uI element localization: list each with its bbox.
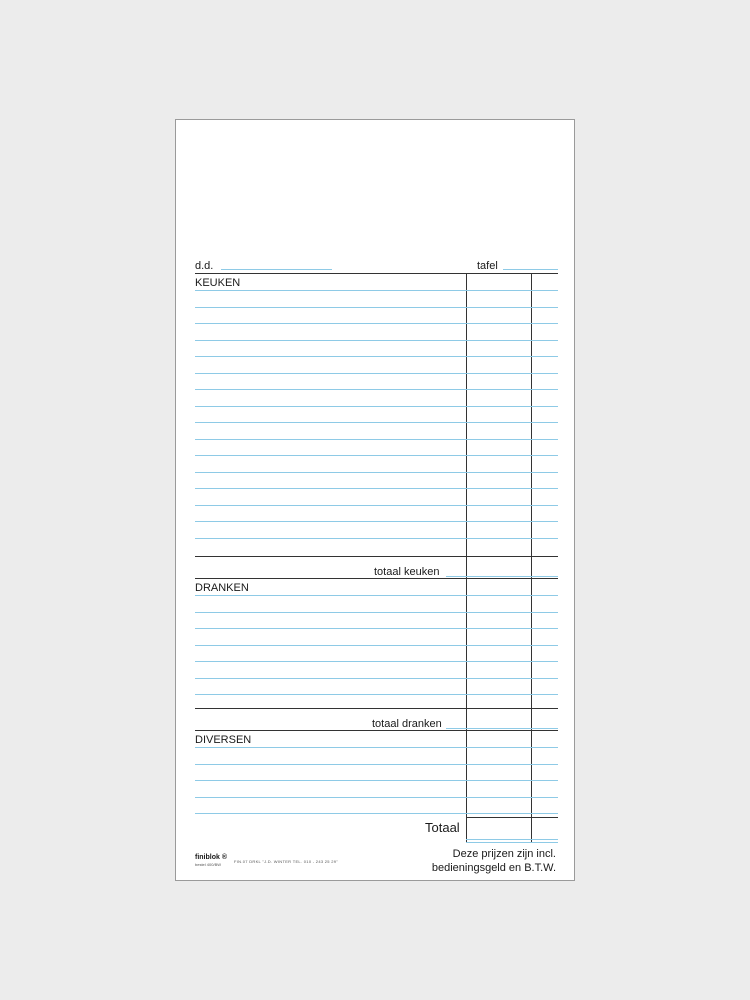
table-label: tafel [477,260,498,272]
price-note-line-2: bedieningsgeld en B.T.W. [431,862,556,874]
item-line[interactable] [195,439,558,440]
item-line[interactable] [195,521,558,522]
item-line[interactable] [195,661,558,662]
section-title-drinks: DRANKEN [195,582,249,594]
item-line[interactable] [195,406,558,407]
item-line[interactable] [195,694,558,695]
item-line[interactable] [195,764,558,765]
grand-total-label: Totaal [425,820,460,835]
misc-start-rule [195,730,558,731]
kitchen-total-label: totaal keuken [374,566,440,578]
item-line[interactable] [195,780,558,781]
printer-imprint: FIN.07 DRKL "J.D. WINTER TEL. 010 - 243 25 29" [234,859,339,864]
item-line[interactable] [195,595,558,596]
amount-column-divider [466,273,467,843]
grand-total-field[interactable] [466,839,558,840]
item-line[interactable] [195,356,558,357]
brand-logo: finiblok ® [195,854,227,861]
order-slip [175,119,575,881]
drinks-end-rule [195,708,558,709]
date-field[interactable] [221,269,332,270]
item-line[interactable] [195,628,558,629]
kitchen-end-rule [195,556,558,557]
item-line[interactable] [195,455,558,456]
item-line[interactable] [195,747,558,748]
header-rule [195,273,558,274]
section-title-kitchen: KEUKEN [195,277,241,289]
price-note-line-1: Deze prijzen zijn incl. [452,848,556,860]
date-label: d.d. [195,260,214,272]
item-line[interactable] [195,538,558,539]
item-line[interactable] [195,645,558,646]
item-line[interactable] [195,373,558,374]
drinks-total-field[interactable] [446,728,558,729]
cents-column-divider [531,273,532,843]
item-line[interactable] [195,472,558,473]
item-line[interactable] [195,612,558,613]
brand-subtext: bestel 400/BW [195,862,222,867]
table-field[interactable] [503,269,558,270]
item-line[interactable] [195,389,558,390]
item-line[interactable] [195,290,558,291]
item-line[interactable] [195,422,558,423]
drinks-total-label: totaal dranken [372,718,442,730]
item-line[interactable] [195,488,558,489]
grand-total-double-rule [466,842,558,843]
item-line[interactable] [195,307,558,308]
section-title-misc: DIVERSEN [195,734,252,746]
item-line[interactable] [195,323,558,324]
item-line[interactable] [195,797,558,798]
item-line[interactable] [195,505,558,506]
item-line[interactable] [195,678,558,679]
drinks-start-rule [195,578,558,579]
item-line[interactable] [195,340,558,341]
item-line[interactable] [195,813,558,814]
grand-total-top-rule [466,817,558,818]
kitchen-total-field[interactable] [446,576,558,577]
